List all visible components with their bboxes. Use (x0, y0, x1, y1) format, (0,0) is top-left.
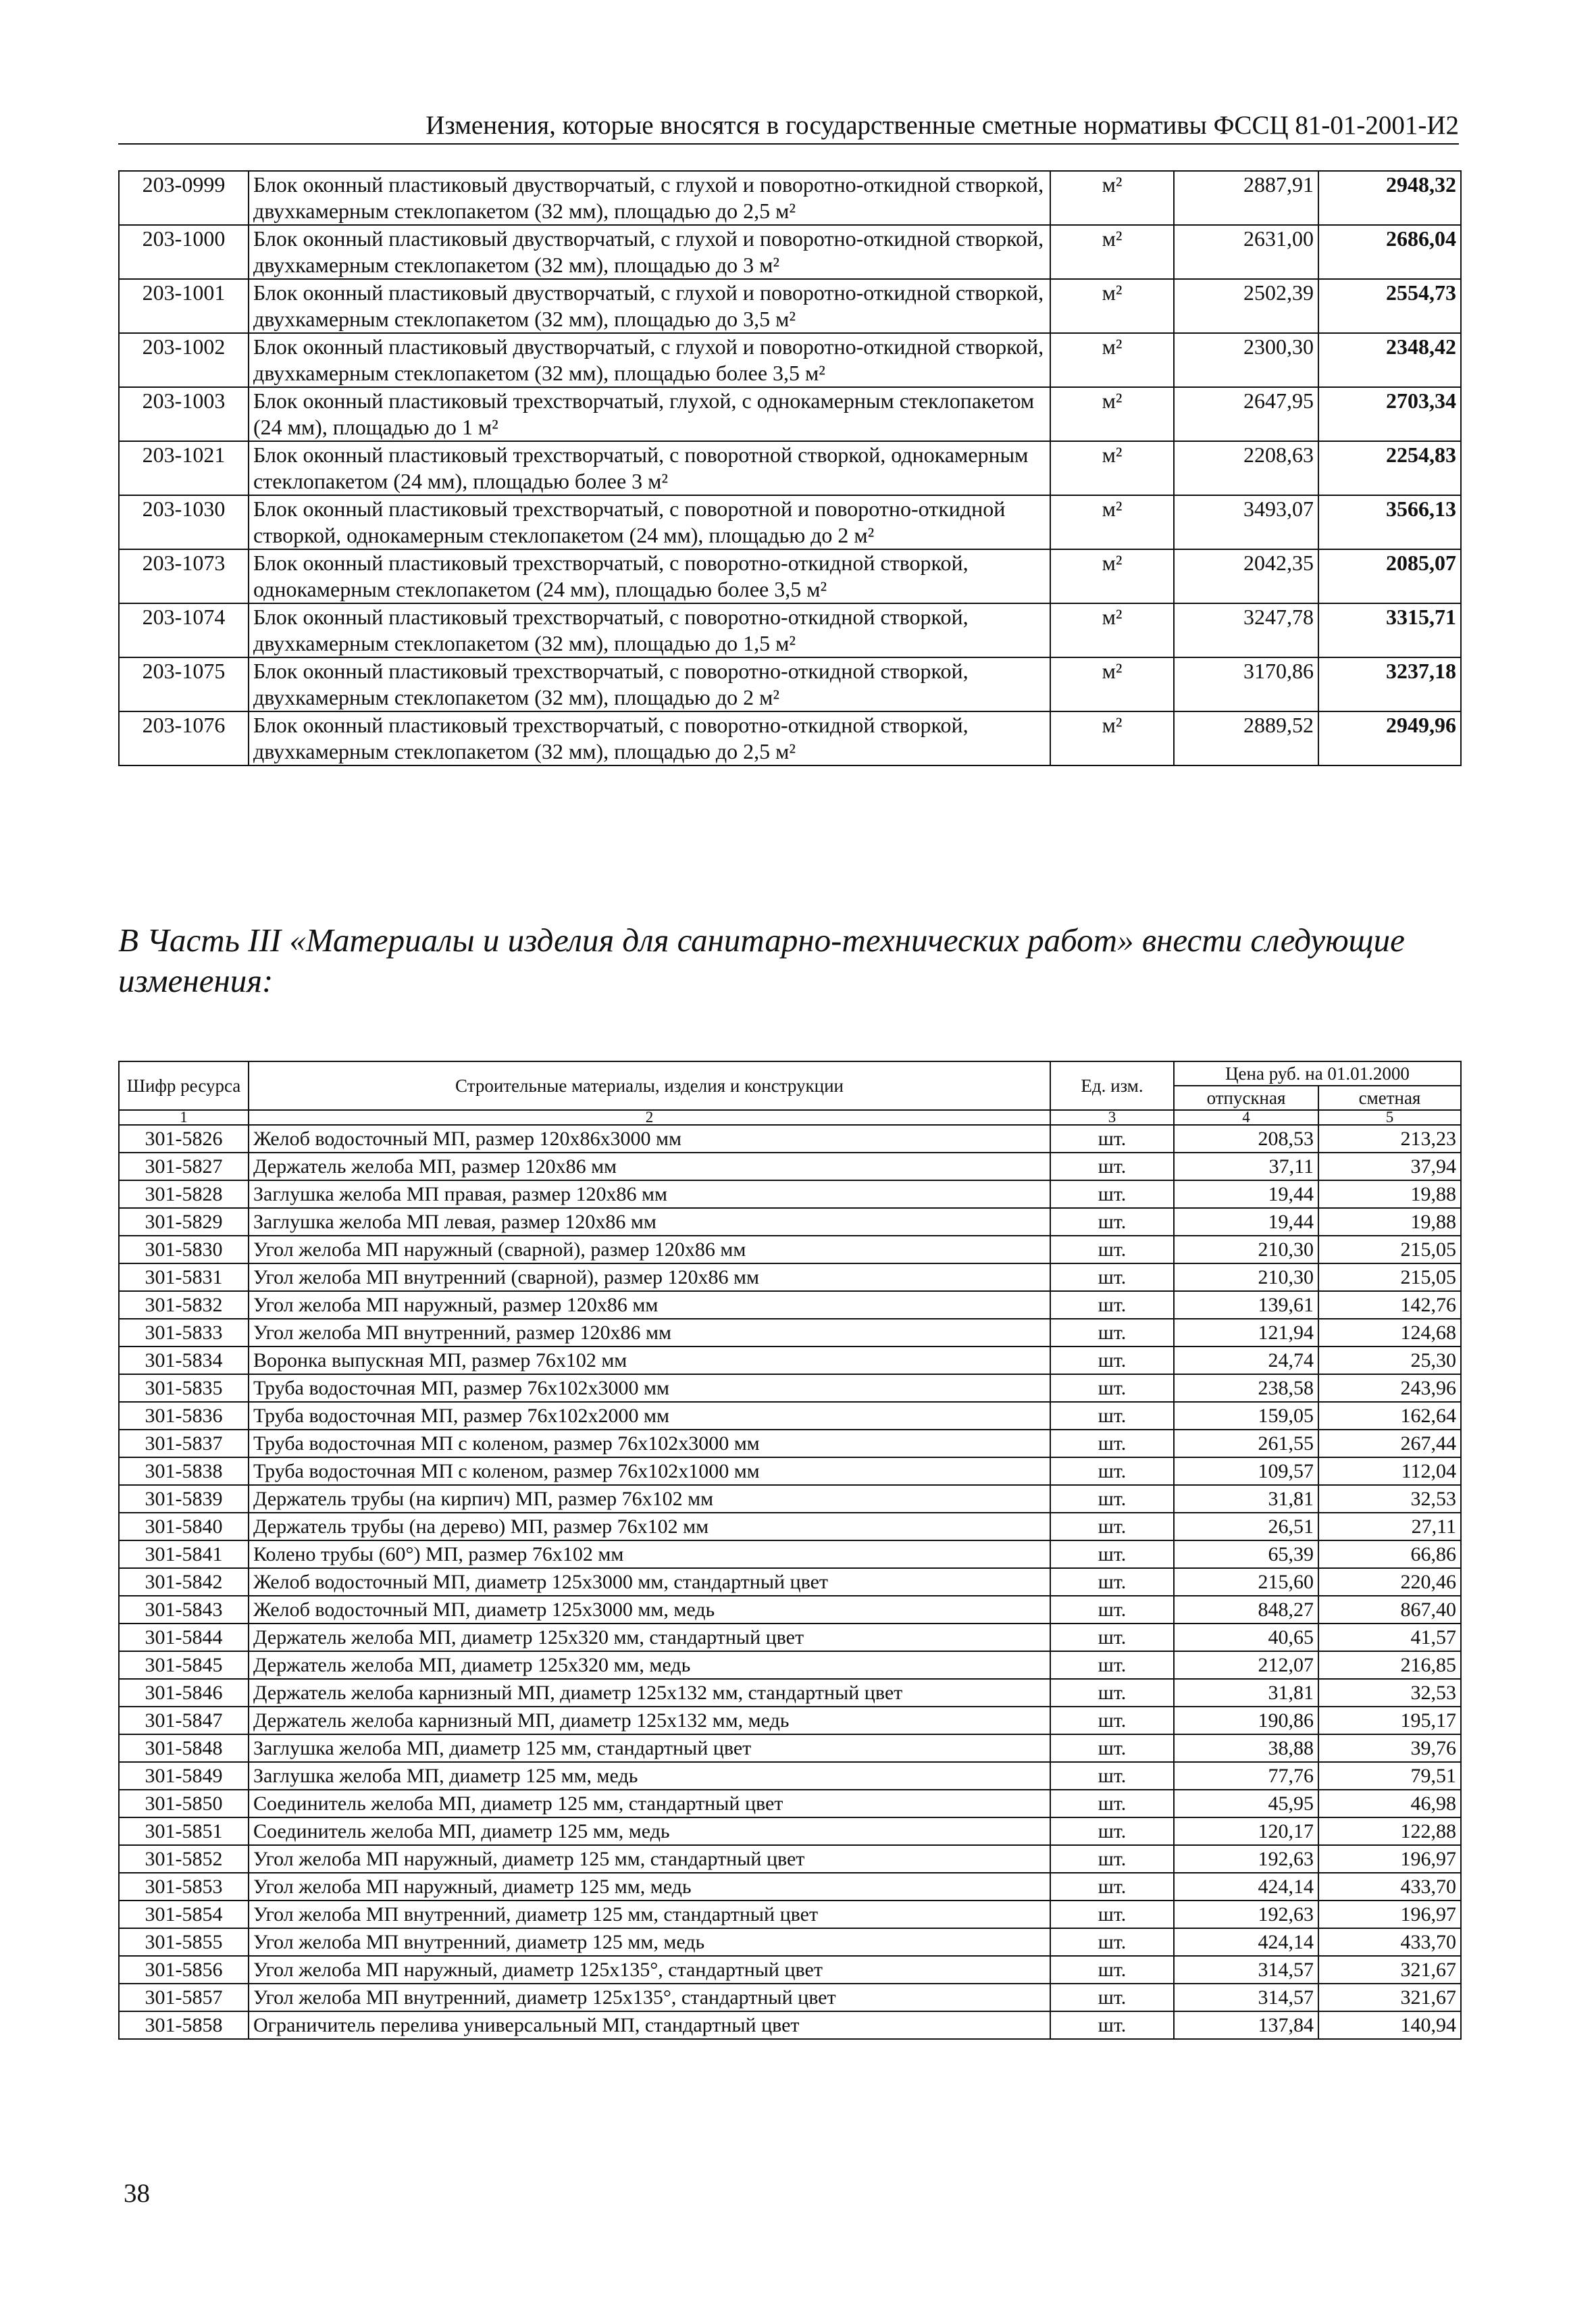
table-row (119, 225, 1461, 279)
unit: шт. (1050, 1707, 1174, 1734)
table-row (119, 1596, 1461, 1624)
estimate-price: 37,94 (1318, 1153, 1461, 1180)
page-number: 38 (124, 2179, 150, 2208)
table-row (119, 1734, 1461, 1762)
unit: шт. (1050, 1651, 1174, 1679)
table-row (119, 1236, 1461, 1263)
resource-code: 301-5850 (119, 1790, 249, 1817)
item-name: Держатель трубы (на дерево) МП, размер 76х102 мм (249, 1513, 1050, 1540)
release-price: 2042,35 (1174, 549, 1318, 603)
release-price: 2502,39 (1174, 279, 1318, 333)
resource-code: 301-5835 (119, 1374, 249, 1402)
unit: шт. (1050, 1928, 1174, 1956)
item-name: Угол желоба МП внутренний, диаметр 125х135°, стандартный цвет (249, 1984, 1050, 2011)
unit: шт. (1050, 1956, 1174, 1984)
item-name: Держатель желоба МП, размер 120х86 мм (249, 1153, 1050, 1180)
unit: шт. (1050, 1984, 1174, 2011)
table-row (119, 1513, 1461, 1540)
estimate-price: 142,76 (1318, 1291, 1461, 1319)
item-name: Держатель трубы (на кирпич) МП, размер 76х102 мм (249, 1485, 1050, 1513)
release-price: 2887,91 (1174, 171, 1318, 225)
estimate-price: 66,86 (1318, 1540, 1461, 1568)
resource-code: 301-5837 (119, 1430, 249, 1457)
unit: шт. (1050, 1762, 1174, 1790)
resource-code: 203-1073 (119, 549, 249, 603)
release-price: 190,86 (1174, 1707, 1318, 1734)
section-heading: В Часть III «Материалы и изделия для санитарно-технических работ» внести следующие изменения: (118, 922, 1405, 999)
release-price: 37,11 (1174, 1153, 1318, 1180)
estimate-price: 433,70 (1318, 1928, 1461, 1956)
release-price: 3493,07 (1174, 495, 1318, 549)
unit: шт. (1050, 1153, 1174, 1180)
estimate-price: 2948,32 (1318, 171, 1461, 225)
resource-code: 301-5826 (119, 1125, 249, 1153)
table-row (119, 1568, 1461, 1596)
table-row (119, 1180, 1461, 1208)
release-price: 192,63 (1174, 1901, 1318, 1928)
release-price: 424,14 (1174, 1928, 1318, 1956)
release-price: 2300,30 (1174, 333, 1318, 387)
resource-code: 301-5845 (119, 1651, 249, 1679)
unit: м² (1050, 333, 1174, 387)
estimate-price: 216,85 (1318, 1651, 1461, 1679)
unit: м² (1050, 495, 1174, 549)
resource-code: 301-5854 (119, 1901, 249, 1928)
estimate-price: 3566,13 (1318, 495, 1461, 549)
estimate-price: 196,97 (1318, 1845, 1461, 1873)
item-name: Держатель желоба карнизный МП, диаметр 125х132 мм, стандартный цвет (249, 1679, 1050, 1707)
resource-code: 301-5833 (119, 1319, 249, 1347)
release-price: 38,88 (1174, 1734, 1318, 1762)
table-row (119, 1125, 1461, 1153)
table-row (119, 441, 1461, 495)
release-price: 210,30 (1174, 1263, 1318, 1291)
item-description: Блок оконный пластиковый трехстворчатый, с поворотно-откидной створкой, двухкамерным стеклопакетом (32 мм), площадью до 2 м² (249, 657, 1050, 711)
resource-code: 301-5830 (119, 1236, 249, 1263)
column-number: 3 (1050, 1110, 1174, 1125)
resource-code: 301-5832 (119, 1291, 249, 1319)
table-row (119, 711, 1461, 765)
item-name: Угол желоба МП наружный (сварной), размер 120х86 мм (249, 1236, 1050, 1263)
estimate-price: 867,40 (1318, 1596, 1461, 1624)
resource-code: 301-5846 (119, 1679, 249, 1707)
estimate-price: 213,23 (1318, 1125, 1461, 1153)
table-row (119, 279, 1461, 333)
estimate-price: 321,67 (1318, 1956, 1461, 1984)
release-price: 314,57 (1174, 1956, 1318, 1984)
estimate-price: 39,76 (1318, 1734, 1461, 1762)
item-name: Заглушка желоба МП, диаметр 125 мм, стандартный цвет (249, 1734, 1050, 1762)
header-code: Шифр ресурса (119, 1061, 249, 1110)
estimate-price: 112,04 (1318, 1457, 1461, 1485)
unit: м² (1050, 711, 1174, 765)
table-row (119, 1984, 1461, 2011)
resource-code: 203-0999 (119, 171, 249, 225)
table-row (119, 1540, 1461, 1568)
estimate-price: 2554,73 (1318, 279, 1461, 333)
release-price: 77,76 (1174, 1762, 1318, 1790)
resource-code: 301-5838 (119, 1457, 249, 1485)
estimate-price: 122,88 (1318, 1817, 1461, 1845)
table-row (119, 1291, 1461, 1319)
header-release-price: отпускная (1174, 1086, 1318, 1110)
unit: м² (1050, 549, 1174, 603)
item-description: Блок оконный пластиковый трехстворчатый, с поворотной и поворотно-откидной створкой, однокамерным стеклопакетом (24 мм), площадью до 2 м² (249, 495, 1050, 549)
resource-code: 203-1021 (119, 441, 249, 495)
release-price: 139,61 (1174, 1291, 1318, 1319)
estimate-price: 32,53 (1318, 1485, 1461, 1513)
table-row (119, 1845, 1461, 1873)
item-name: Труба водосточная МП, размер 76х102х2000 мм (249, 1402, 1050, 1430)
item-name: Труба водосточная МП, размер 76х102х3000 мм (249, 1374, 1050, 1402)
estimate-price: 215,05 (1318, 1263, 1461, 1291)
table-row (119, 1624, 1461, 1651)
table-row (119, 1901, 1461, 1928)
release-price: 120,17 (1174, 1817, 1318, 1845)
item-name: Желоб водосточный МП, размер 120х86х3000 мм (249, 1125, 1050, 1153)
table-row (119, 1485, 1461, 1513)
release-price: 109,57 (1174, 1457, 1318, 1485)
item-name: Угол желоба МП внутренний, диаметр 125 мм, медь (249, 1928, 1050, 1956)
release-price: 31,81 (1174, 1485, 1318, 1513)
table-row (119, 549, 1461, 603)
estimate-price: 196,97 (1318, 1901, 1461, 1928)
item-name: Угол желоба МП наружный, диаметр 125 мм, медь (249, 1873, 1050, 1901)
resource-code: 203-1075 (119, 657, 249, 711)
release-price: 24,74 (1174, 1347, 1318, 1374)
unit: шт. (1050, 1291, 1174, 1319)
resource-code: 301-5848 (119, 1734, 249, 1762)
table-row (119, 1263, 1461, 1291)
resource-code: 203-1030 (119, 495, 249, 549)
table-row (119, 1374, 1461, 1402)
item-description: Блок оконный пластиковый трехстворчатый, с поворотно-откидной створкой, однокамерным стеклопакетом (24 мм), площадью более 3,5 м² (249, 549, 1050, 603)
resource-code: 301-5851 (119, 1817, 249, 1845)
unit: м² (1050, 441, 1174, 495)
header-price: Цена руб. на 01.01.2000 (1174, 1061, 1461, 1086)
item-description: Блок оконный пластиковый двустворчатый, с глухой и поворотно-откидной створкой, двухкамерным стеклопакетом (32 мм), площадью до 3 м² (249, 225, 1050, 279)
release-price: 2647,95 (1174, 387, 1318, 441)
release-price: 45,95 (1174, 1790, 1318, 1817)
unit: м² (1050, 387, 1174, 441)
release-price: 215,60 (1174, 1568, 1318, 1596)
resource-code: 203-1076 (119, 711, 249, 765)
item-name: Воронка выпускная МП, размер 76х102 мм (249, 1347, 1050, 1374)
unit: шт. (1050, 1624, 1174, 1651)
table-row (119, 1153, 1461, 1180)
release-price: 159,05 (1174, 1402, 1318, 1430)
unit: шт. (1050, 1817, 1174, 1845)
estimate-price: 2686,04 (1318, 225, 1461, 279)
materials-price-table (118, 1061, 1462, 2040)
release-price: 2889,52 (1174, 711, 1318, 765)
estimate-price: 3315,71 (1318, 603, 1461, 657)
unit: м² (1050, 603, 1174, 657)
unit: шт. (1050, 1374, 1174, 1402)
unit: м² (1050, 171, 1174, 225)
unit: шт. (1050, 1263, 1174, 1291)
table-row (119, 1457, 1461, 1485)
estimate-price: 2348,42 (1318, 333, 1461, 387)
column-number: 2 (249, 1110, 1050, 1125)
column-number: 1 (119, 1110, 249, 1125)
release-price: 848,27 (1174, 1596, 1318, 1624)
resource-code: 301-5840 (119, 1513, 249, 1540)
table-row (119, 1762, 1461, 1790)
table-row (119, 1928, 1461, 1956)
item-name: Заглушка желоба МП левая, размер 120х86 мм (249, 1208, 1050, 1236)
estimate-price: 267,44 (1318, 1430, 1461, 1457)
release-price: 261,55 (1174, 1430, 1318, 1457)
item-name: Держатель желоба МП, диаметр 125х320 мм, стандартный цвет (249, 1624, 1050, 1651)
release-price: 137,84 (1174, 2011, 1318, 2039)
release-price: 40,65 (1174, 1624, 1318, 1651)
resource-code: 301-5856 (119, 1956, 249, 1984)
release-price: 314,57 (1174, 1984, 1318, 2011)
resource-code: 301-5829 (119, 1208, 249, 1236)
estimate-price: 220,46 (1318, 1568, 1461, 1596)
estimate-price: 79,51 (1318, 1762, 1461, 1790)
release-price: 31,81 (1174, 1679, 1318, 1707)
estimate-price: 19,88 (1318, 1208, 1461, 1236)
item-name: Труба водосточная МП с коленом, размер 76х102х1000 мм (249, 1457, 1050, 1485)
resource-code: 301-5836 (119, 1402, 249, 1430)
item-name: Заглушка желоба МП, диаметр 125 мм, медь (249, 1762, 1050, 1790)
unit: м² (1050, 279, 1174, 333)
column-number: 4 (1174, 1110, 1318, 1125)
unit: шт. (1050, 2011, 1174, 2039)
item-name: Соединитель желоба МП, диаметр 125 мм, медь (249, 1817, 1050, 1845)
item-name: Держатель желоба карнизный МП, диаметр 125х132 мм, медь (249, 1707, 1050, 1734)
release-price: 121,94 (1174, 1319, 1318, 1347)
table-row (119, 1347, 1461, 1374)
table-row (119, 1790, 1461, 1817)
item-description: Блок оконный пластиковый трехстворчатый, с поворотной створкой, однокамерным стеклопакетом (24 мм), площадью более 3 м² (249, 441, 1050, 495)
estimate-price: 27,11 (1318, 1513, 1461, 1540)
item-name: Угол желоба МП наружный, размер 120х86 мм (249, 1291, 1050, 1319)
item-name: Труба водосточная МП с коленом, размер 76х102х3000 мм (249, 1430, 1050, 1457)
estimate-price: 3237,18 (1318, 657, 1461, 711)
table-row (119, 2011, 1461, 2039)
release-price: 210,30 (1174, 1236, 1318, 1263)
item-name: Желоб водосточный МП, диаметр 125х3000 мм, медь (249, 1596, 1050, 1624)
estimate-price: 243,96 (1318, 1374, 1461, 1402)
estimate-price: 32,53 (1318, 1679, 1461, 1707)
item-name: Угол желоба МП наружный, диаметр 125 мм, стандартный цвет (249, 1845, 1050, 1873)
resource-code: 301-5857 (119, 1984, 249, 2011)
release-price: 3247,78 (1174, 603, 1318, 657)
table-row (119, 603, 1461, 657)
unit: шт. (1050, 1513, 1174, 1540)
estimate-price: 433,70 (1318, 1873, 1461, 1901)
release-price: 2208,63 (1174, 441, 1318, 495)
resource-code: 301-5858 (119, 2011, 249, 2039)
windows-price-table (118, 170, 1462, 766)
resource-code: 203-1074 (119, 603, 249, 657)
item-description: Блок оконный пластиковый трехстворчатый, с поворотно-откидной створкой, двухкамерным стеклопакетом (32 мм), площадью до 1,5 м² (249, 603, 1050, 657)
item-description: Блок оконный пластиковый двустворчатый, с глухой и поворотно-откидной створкой, двухкамерным стеклопакетом (32 мм), площадью до 2,5 м² (249, 171, 1050, 225)
table-row (119, 495, 1461, 549)
resource-code: 301-5849 (119, 1762, 249, 1790)
header-estimate-price: сметная (1318, 1086, 1461, 1110)
table-row (119, 1208, 1461, 1236)
item-name: Угол желоба МП внутренний, размер 120х86 мм (249, 1319, 1050, 1347)
header-unit: Ед. изм. (1050, 1061, 1174, 1110)
unit: шт. (1050, 1457, 1174, 1485)
table-row (119, 1873, 1461, 1901)
unit: шт. (1050, 1679, 1174, 1707)
resource-code: 301-5844 (119, 1624, 249, 1651)
unit: шт. (1050, 1873, 1174, 1901)
unit: шт. (1050, 1901, 1174, 1928)
release-price: 19,44 (1174, 1208, 1318, 1236)
unit: шт. (1050, 1845, 1174, 1873)
item-name: Ограничитель перелива универсальный МП, стандартный цвет (249, 2011, 1050, 2039)
unit: шт. (1050, 1734, 1174, 1762)
resource-code: 301-5828 (119, 1180, 249, 1208)
release-price: 65,39 (1174, 1540, 1318, 1568)
table-row (119, 1679, 1461, 1707)
release-price: 238,58 (1174, 1374, 1318, 1402)
unit: шт. (1050, 1568, 1174, 1596)
estimate-price: 41,57 (1318, 1624, 1461, 1651)
item-name: Желоб водосточный МП, диаметр 125х3000 мм, стандартный цвет (249, 1568, 1050, 1596)
resource-code: 301-5842 (119, 1568, 249, 1596)
resource-code: 203-1001 (119, 279, 249, 333)
resource-code: 203-1002 (119, 333, 249, 387)
item-description: Блок оконный пластиковый двустворчатый, с глухой и поворотно-откидной створкой, двухкамерным стеклопакетом (32 мм), площадью более 3,5 м² (249, 333, 1050, 387)
item-name: Соединитель желоба МП, диаметр 125 мм, стандартный цвет (249, 1790, 1050, 1817)
item-name: Держатель желоба МП, диаметр 125х320 мм, медь (249, 1651, 1050, 1679)
item-name: Заглушка желоба МП правая, размер 120х86 мм (249, 1180, 1050, 1208)
unit: шт. (1050, 1180, 1174, 1208)
table-row (119, 1651, 1461, 1679)
unit: шт. (1050, 1540, 1174, 1568)
release-price: 26,51 (1174, 1513, 1318, 1540)
column-number: 5 (1318, 1110, 1461, 1125)
estimate-price: 215,05 (1318, 1236, 1461, 1263)
resource-code: 301-5855 (119, 1928, 249, 1956)
estimate-price: 321,67 (1318, 1984, 1461, 2011)
item-description: Блок оконный пластиковый трехстворчатый, с поворотно-откидной створкой, двухкамерным стеклопакетом (32 мм), площадью до 2,5 м² (249, 711, 1050, 765)
table-row (119, 171, 1461, 225)
estimate-price: 140,94 (1318, 2011, 1461, 2039)
release-price: 212,07 (1174, 1651, 1318, 1679)
estimate-price: 2703,34 (1318, 387, 1461, 441)
estimate-price: 2949,96 (1318, 711, 1461, 765)
header-name: Строительные материалы, изделия и конструкции (249, 1061, 1050, 1110)
item-description: Блок оконный пластиковый двустворчатый, с глухой и поворотно-откидной створкой, двухкамерным стеклопакетом (32 мм), площадью до 3,5 м² (249, 279, 1050, 333)
item-name: Колено трубы (60°) МП, размер 76х102 мм (249, 1540, 1050, 1568)
estimate-price: 2254,83 (1318, 441, 1461, 495)
resource-code: 301-5834 (119, 1347, 249, 1374)
unit: шт. (1050, 1430, 1174, 1457)
unit: шт. (1050, 1236, 1174, 1263)
estimate-price: 46,98 (1318, 1790, 1461, 1817)
release-price: 208,53 (1174, 1125, 1318, 1153)
table-row (119, 1402, 1461, 1430)
resource-code: 301-5847 (119, 1707, 249, 1734)
unit: шт. (1050, 1319, 1174, 1347)
table-row (119, 1707, 1461, 1734)
estimate-price: 25,30 (1318, 1347, 1461, 1374)
unit: шт. (1050, 1402, 1174, 1430)
resource-code: 301-5841 (119, 1540, 249, 1568)
item-name: Угол желоба МП внутренний (сварной), размер 120х86 мм (249, 1263, 1050, 1291)
release-price: 2631,00 (1174, 225, 1318, 279)
resource-code: 301-5852 (119, 1845, 249, 1873)
unit: шт. (1050, 1790, 1174, 1817)
unit: шт. (1050, 1125, 1174, 1153)
resource-code: 301-5839 (119, 1485, 249, 1513)
table-row (119, 387, 1461, 441)
table-row (119, 333, 1461, 387)
unit: шт. (1050, 1347, 1174, 1374)
release-price: 424,14 (1174, 1873, 1318, 1901)
table-row (119, 1430, 1461, 1457)
release-price: 3170,86 (1174, 657, 1318, 711)
unit: м² (1050, 657, 1174, 711)
unit: шт. (1050, 1485, 1174, 1513)
item-description: Блок оконный пластиковый трехстворчатый, глухой, с однокамерным стеклопакетом (24 мм), площадью до 1 м² (249, 387, 1050, 441)
unit: м² (1050, 225, 1174, 279)
table-row (119, 1817, 1461, 1845)
resource-code: 203-1003 (119, 387, 249, 441)
item-name: Угол желоба МП наружный, диаметр 125х135°, стандартный цвет (249, 1956, 1050, 1984)
resource-code: 301-5853 (119, 1873, 249, 1901)
estimate-price: 2085,07 (1318, 549, 1461, 603)
release-price: 192,63 (1174, 1845, 1318, 1873)
resource-code: 301-5827 (119, 1153, 249, 1180)
table-row (119, 657, 1461, 711)
item-name: Угол желоба МП внутренний, диаметр 125 мм, стандартный цвет (249, 1901, 1050, 1928)
estimate-price: 195,17 (1318, 1707, 1461, 1734)
table-row (119, 1319, 1461, 1347)
release-price: 19,44 (1174, 1180, 1318, 1208)
resource-code: 203-1000 (119, 225, 249, 279)
estimate-price: 124,68 (1318, 1319, 1461, 1347)
resource-code: 301-5843 (119, 1596, 249, 1624)
table-row (119, 1956, 1461, 1984)
unit: шт. (1050, 1596, 1174, 1624)
resource-code: 301-5831 (119, 1263, 249, 1291)
page-header: Изменения, которые вносятся в государственные сметные нормативы ФССЦ 81-01-2001-И2 (118, 109, 1459, 145)
estimate-price: 162,64 (1318, 1402, 1461, 1430)
estimate-price: 19,88 (1318, 1180, 1461, 1208)
unit: шт. (1050, 1208, 1174, 1236)
